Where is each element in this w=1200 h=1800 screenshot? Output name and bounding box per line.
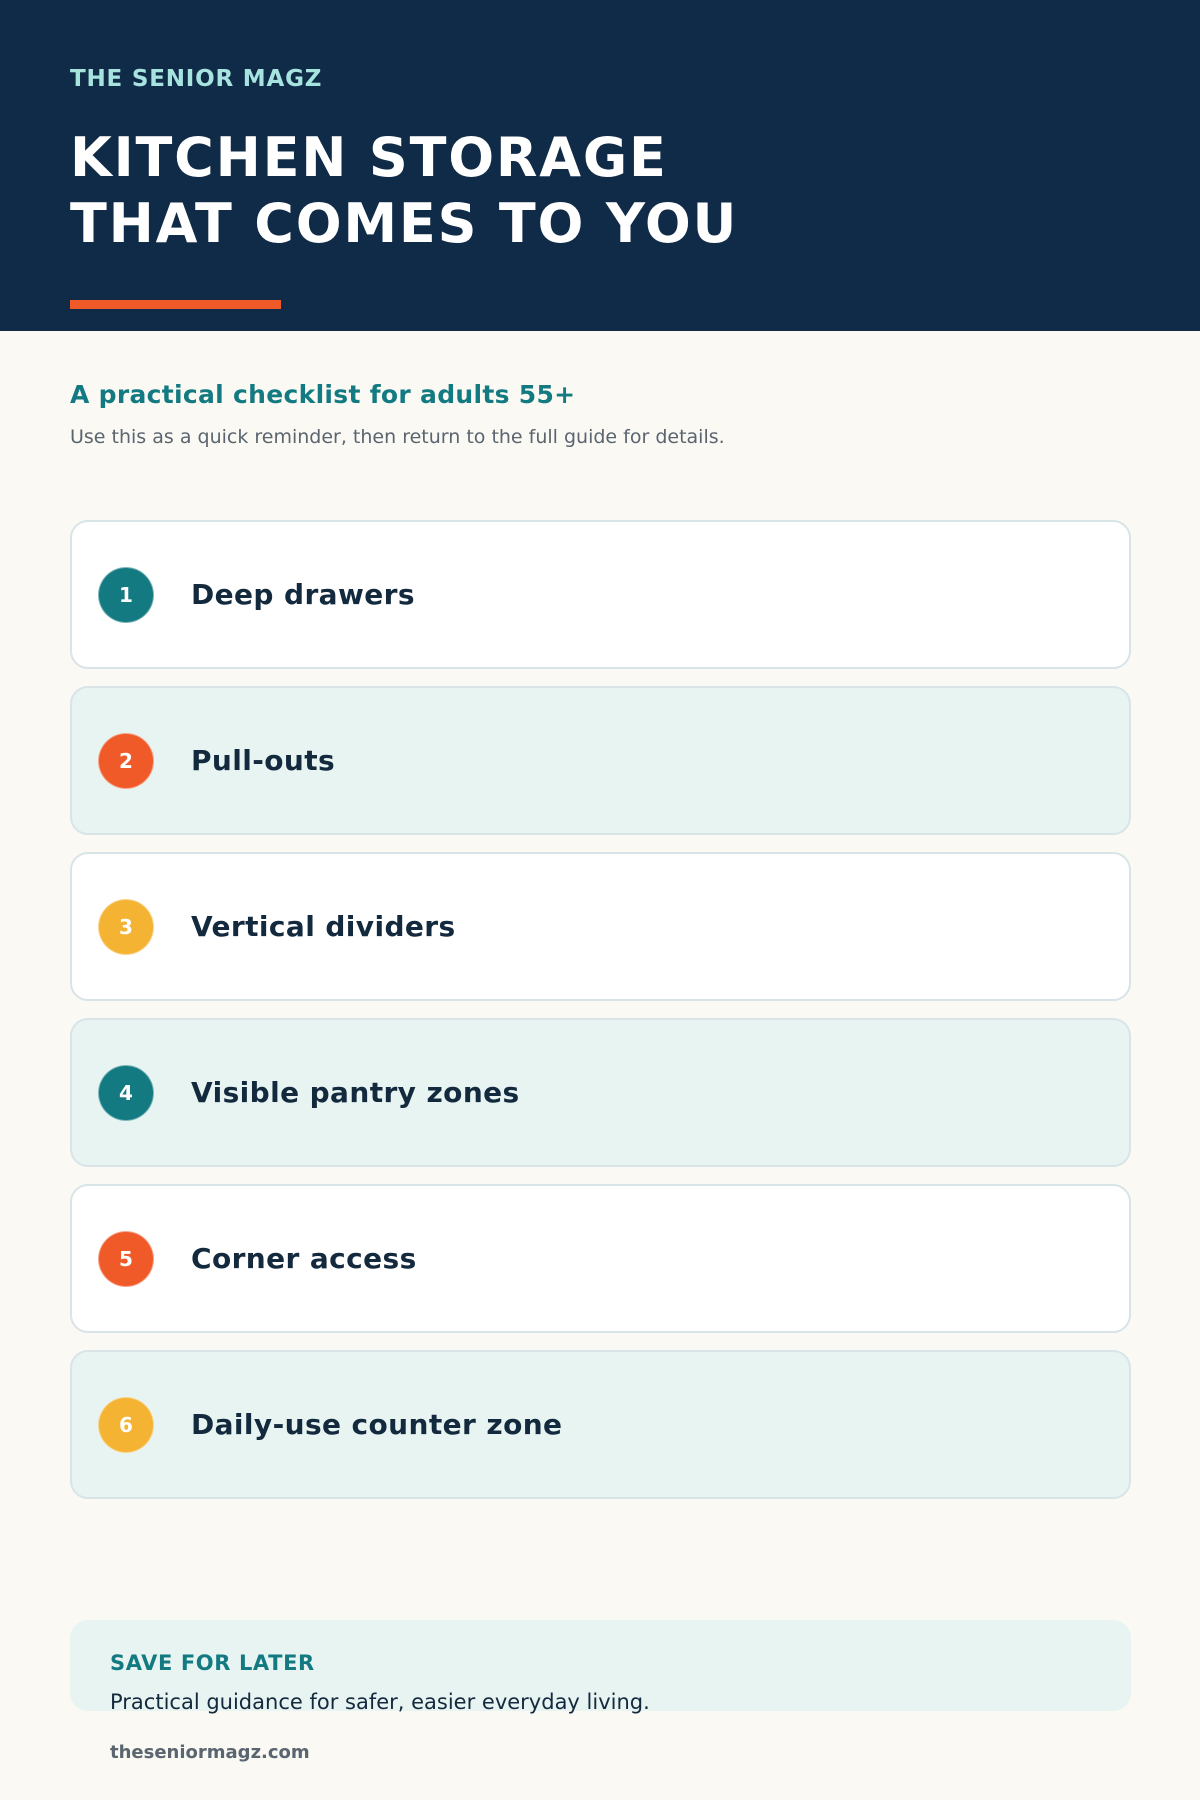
number-badge: 5 bbox=[98, 1231, 154, 1287]
checklist-item-pull-outs bbox=[70, 686, 1131, 835]
checklist-description: Use this as a quick reminder, then return to the full guide for details. bbox=[70, 426, 725, 448]
checklist-item-visible-pantry-zones bbox=[70, 1018, 1131, 1167]
publication-name: THE SENIOR MAGZ bbox=[70, 66, 323, 92]
title-line-2: THAT COMES TO YOU bbox=[70, 192, 739, 255]
checklist-item-label: Deep drawers bbox=[191, 578, 415, 611]
checklist-item-label: Daily-use counter zone bbox=[191, 1408, 563, 1441]
number-badge: 2 bbox=[98, 733, 154, 789]
checklist-item-label: Vertical dividers bbox=[191, 910, 456, 943]
number-badge: 1 bbox=[98, 567, 154, 623]
checklist-item-label: Corner access bbox=[191, 1242, 417, 1275]
checklist-item-label: Visible pantry zones bbox=[191, 1076, 520, 1109]
checklist-item-deep-drawers bbox=[70, 520, 1131, 669]
page-title bbox=[70, 125, 1070, 257]
save-for-later-panel bbox=[70, 1620, 1131, 1714]
number-badge: 4 bbox=[98, 1065, 154, 1121]
checklist-subtitle: A practical checklist for adults 55+ bbox=[70, 380, 576, 409]
number-badge: 3 bbox=[98, 899, 154, 955]
storage-checklist bbox=[70, 520, 1131, 1502]
number-badge: 6 bbox=[98, 1397, 154, 1453]
save-for-later-title: SAVE FOR LATER bbox=[110, 1651, 315, 1675]
website-address: theseniormagz.com bbox=[110, 1742, 310, 1763]
page-header bbox=[0, 0, 1200, 331]
checklist-item-corner-access bbox=[70, 1184, 1131, 1333]
title-accent-line bbox=[70, 300, 281, 309]
checklist-item-daily-use-counter-zone bbox=[70, 1350, 1131, 1499]
checklist-item-label: Pull-outs bbox=[191, 744, 336, 777]
title-line-1: KITCHEN STORAGE bbox=[70, 126, 668, 189]
checklist-item-vertical-dividers bbox=[70, 852, 1131, 1001]
save-for-later-text: Practical guidance for safer, easier everyday living. bbox=[110, 1690, 650, 1714]
